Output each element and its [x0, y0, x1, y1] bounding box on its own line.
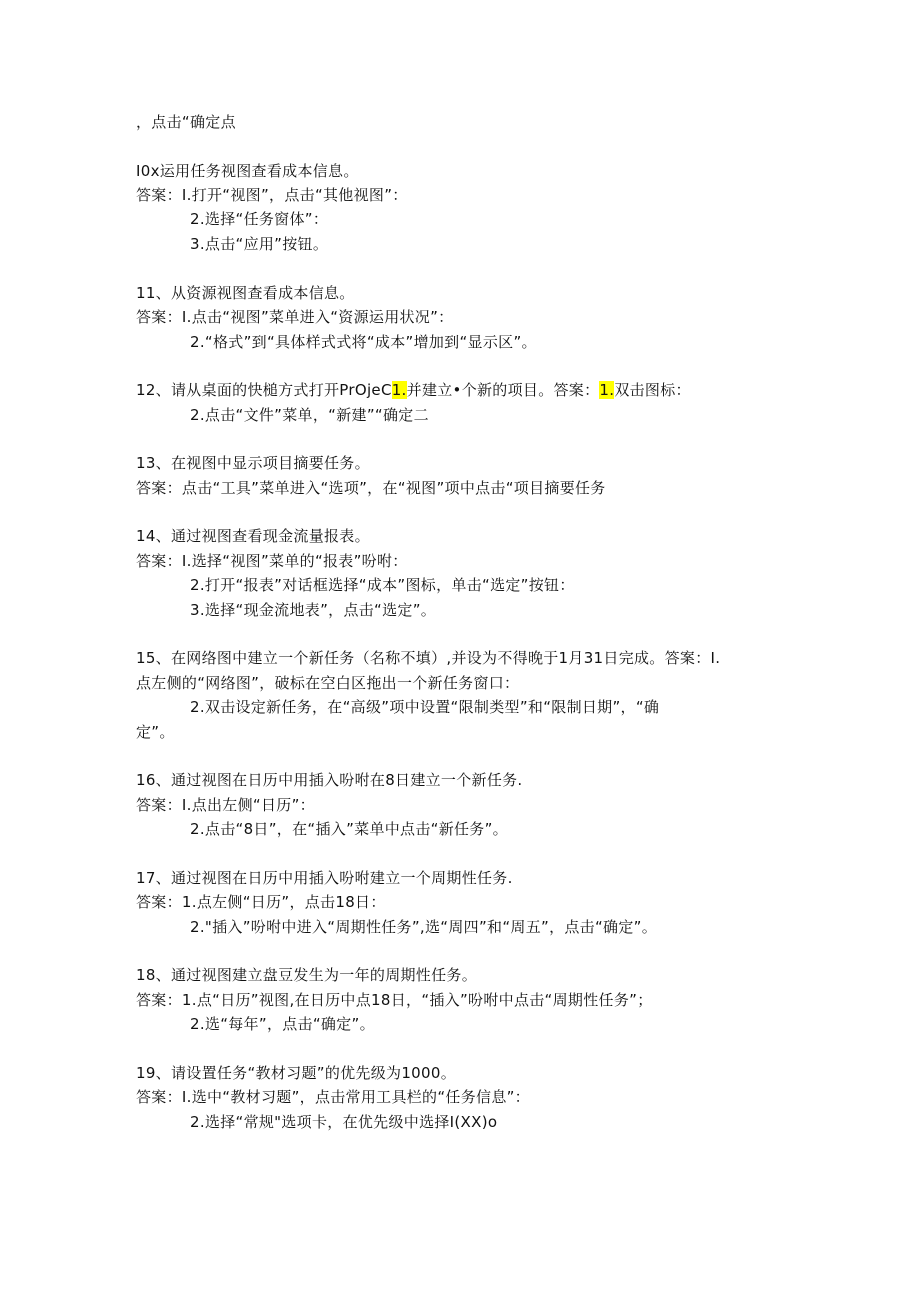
q17-answer-line — [136, 891, 386, 913]
q15-question: 15、在网络图中建立一个新任务（名称不填）,并设为不得晚于1月31日完成。答案：I. — [136, 649, 721, 667]
answer-step: 2.点击“文件”菜单，“新建”“确定二 — [190, 406, 429, 424]
q14-answer-line — [136, 550, 408, 572]
answer-step: 2.“格式”到“具体样式式将“成本”增加到“显示区”。 — [190, 333, 537, 351]
q19-question: 19、请设置任务“教材习题”的优先级为1000。 — [136, 1064, 457, 1082]
answer-step: I.点击“视图”菜单进入“资源运用状况”： — [181, 308, 454, 326]
answer-step: I.选中“教材习题”，点击常用工具栏的“任务信息”： — [181, 1088, 530, 1106]
answer-step: 2.选择“任务窗体”： — [190, 210, 329, 228]
answer-label: 答案： — [136, 796, 182, 814]
answer-step: 1.点左侧“日历”，点击18日： — [181, 893, 386, 911]
highlight-mark: 1. — [599, 381, 615, 399]
answer-step: I.打开“视图”，点击“其他视图”： — [181, 186, 408, 204]
q19-answer-line — [136, 1086, 530, 1108]
answer-step: I.点出左侧“日历”： — [181, 796, 315, 814]
q13-question: 13、在视图中显示项目摘要任务。 — [136, 454, 370, 472]
q17-question: 17、通过视图在日历中用插入吩咐建立一个周期性任务. — [136, 869, 513, 887]
q11-answer-line — [136, 306, 453, 328]
answer-step: I.选择“视图”菜单的“报表”吩咐： — [181, 552, 408, 570]
answer-step-cont: 定”。 — [136, 723, 175, 741]
q14-question: 14、通过视图查看现金流量报表。 — [136, 527, 370, 545]
answer-label: 答案： — [136, 1088, 182, 1106]
highlight-mark: 1. — [391, 381, 407, 399]
q15-answer-cont: 点左侧的“网络图”，破标在空白区拖出一个新任务窗口： — [136, 674, 520, 692]
answer-label: 答案： — [136, 991, 182, 1009]
answer-label: 答案： — [136, 308, 182, 326]
answer-step: 3.点击“应用”按钮。 — [190, 235, 329, 253]
q13-answer: 答案：点击“工具”菜单进入“选项”，在“视图”项中点击“项目摘要任务 — [136, 479, 606, 497]
q10-answer-line — [136, 184, 408, 206]
q12-question: 12、请从桌面的快槌方式打开PrOjeC1.并建立•个新的项目。答案：1.双击图标： — [136, 381, 691, 399]
answer-label: 答案： — [136, 186, 182, 204]
q9-tail: ，点击“确定点 — [136, 113, 236, 131]
answer-step: 2.点击“8日”，在“插入”菜单中点击“新任务”。 — [190, 820, 508, 838]
answer-step: 2.选择“常规"选项卡，在优先级中选择I(XX)o — [190, 1113, 498, 1131]
q18-question: 18、通过视图建立盘豆发生为一年的周期性任务。 — [136, 966, 477, 984]
answer-step: 1.点“日历”视图,在日历中点18日，“插入”吩咐中点击“周期性任务”； — [181, 991, 653, 1009]
q10-question: I0x运用任务视图查看成本信息。 — [136, 162, 359, 180]
answer-step: 2.选“每年”，点击“确定”。 — [190, 1015, 375, 1033]
q16-question: 16、通过视图在日历中用插入吩咐在8日建立一个新任务. — [136, 771, 523, 789]
answer-step: 2.打开“报表”对话框选择“成本”图标，单击“选定”按钮： — [190, 576, 575, 594]
q11-question: 11、从资源视图查看成本信息。 — [136, 284, 355, 302]
answer-step: 2."插入”吩咐中进入“周期性任务”,选“周四”和“周五”，点击“确定”。 — [190, 918, 658, 936]
answer-step: 2.双击设定新任务，在“高级”项中设置“限制类型”和“限制日期”，“确 — [190, 698, 660, 716]
answer-step: 3.选择“现金流地表”，点击“选定”。 — [190, 601, 437, 619]
answer-label: 答案： — [136, 893, 182, 911]
q18-answer-line — [136, 989, 653, 1011]
answer-label: 答案： — [136, 552, 182, 570]
q16-answer-line — [136, 794, 315, 816]
